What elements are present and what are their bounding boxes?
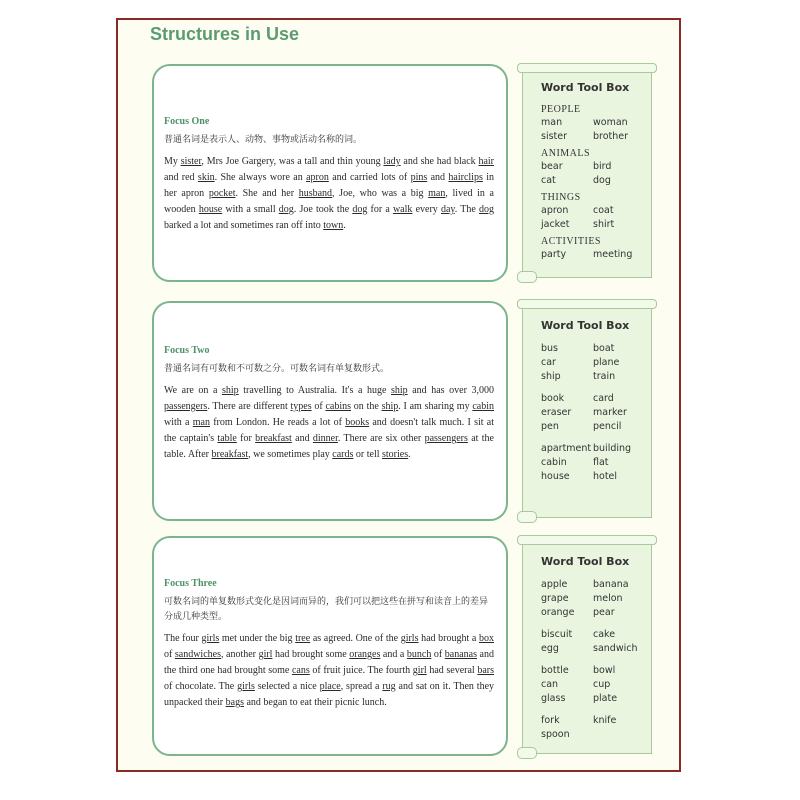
scroll-bottom-roll: [517, 747, 537, 759]
vocab-word: apple: [541, 579, 568, 590]
text-segment: of chocolate. The: [164, 681, 238, 692]
focus-paragraph: [164, 383, 494, 463]
vocab-word: pen: [541, 421, 559, 432]
tool-box-words: [541, 342, 651, 484]
vocab-word: fork: [541, 715, 560, 726]
word-group: [541, 442, 651, 484]
tool-box-title: Word Tool Box: [541, 555, 630, 568]
vocab-word: dog: [593, 175, 611, 186]
text-segment: , spread a: [340, 681, 383, 692]
underlined-noun: girls: [237, 681, 255, 692]
focus-title: Focus Three: [164, 578, 217, 589]
word-tool-box-three: [522, 540, 652, 754]
text-segment: of: [311, 401, 326, 412]
text-segment: from London. He reads a lot of: [209, 417, 346, 428]
vocab-word: plane: [593, 357, 620, 368]
text-segment: and a: [380, 649, 407, 660]
underlined-noun: oranges: [349, 649, 381, 660]
word-row: [541, 642, 651, 656]
text-segment: , Mrs Joe Gargery, was a tall and thin young: [201, 156, 384, 167]
word-row: [541, 728, 651, 742]
text-segment: We are on a: [164, 385, 222, 396]
vocab-word: apartment: [541, 443, 592, 454]
underlined-noun: walk: [392, 204, 413, 215]
focus-two-box: [152, 301, 508, 521]
scroll-top-roll: [517, 535, 657, 545]
text-segment: .: [408, 449, 411, 460]
text-segment: and sat on it. Then they unpacked their: [164, 681, 495, 708]
vocab-word: eraser: [541, 407, 572, 418]
focus-paragraph: [164, 631, 494, 711]
text-segment: and she had black: [400, 156, 479, 167]
text-segment: and began to eat their picnic lunch.: [243, 697, 387, 708]
vocab-word: car: [541, 357, 556, 368]
vocab-word: glass: [541, 693, 566, 704]
word-row: [541, 714, 651, 728]
vocab-word: cup: [593, 679, 611, 690]
word-row: [541, 420, 651, 434]
text-segment: or tell: [353, 449, 383, 460]
underlined-noun: cabins: [325, 401, 352, 412]
word-group: [541, 664, 651, 706]
text-segment: . There are six other: [337, 433, 425, 444]
text-segment: and has over 3,000: [407, 385, 494, 396]
underlined-noun: skin: [197, 172, 215, 183]
vocab-word: orange: [541, 607, 575, 618]
underlined-noun: place: [319, 681, 341, 692]
underlined-noun: table: [217, 433, 237, 444]
vocab-word: biscuit: [541, 629, 573, 640]
text-segment: every: [412, 204, 441, 215]
underlined-noun: rug: [382, 681, 396, 692]
underlined-noun: breakfast: [211, 449, 249, 460]
word-row: [541, 218, 651, 232]
word-group: [541, 192, 651, 232]
text-segment: met under the big: [219, 633, 296, 644]
vocab-word: jacket: [541, 219, 570, 230]
word-row: [541, 204, 651, 218]
text-segment: of fruit juice. The fourth: [309, 665, 413, 676]
vocab-word: ship: [541, 371, 561, 382]
vocab-word: cake: [593, 629, 616, 640]
word-row: [541, 470, 651, 484]
text-segment: . Joe took the: [293, 204, 353, 215]
text-segment: , lived in a wooden: [164, 188, 494, 215]
text-segment: . The: [454, 204, 479, 215]
underlined-noun: house: [198, 204, 223, 215]
vocab-word: marker: [593, 407, 627, 418]
word-group: [541, 628, 651, 656]
underlined-noun: girl: [258, 649, 273, 660]
text-segment: .: [343, 220, 346, 231]
underlined-noun: man: [428, 188, 446, 199]
text-segment: in her apron: [164, 172, 494, 199]
underlined-noun: cards: [332, 449, 354, 460]
text-segment: of: [431, 649, 445, 660]
word-row: [541, 130, 651, 144]
text-segment: , Joe, who was a big: [332, 188, 429, 199]
vocab-word: hotel: [593, 471, 618, 482]
vocab-word: can: [541, 679, 559, 690]
tool-box-words: [541, 578, 651, 742]
text-segment: barked a lot and sometimes ran off into: [164, 220, 324, 231]
vocab-word: flat: [593, 457, 609, 468]
word-row: [541, 392, 651, 406]
underlined-noun: apron: [306, 172, 329, 183]
vocab-word: cabin: [541, 457, 567, 468]
text-segment: , we sometimes play: [248, 449, 333, 460]
underlined-noun: sister: [180, 156, 202, 167]
vocab-word: boat: [593, 343, 615, 354]
text-segment: My: [164, 156, 181, 167]
vocab-word: woman: [593, 117, 628, 128]
vocab-word: plate: [593, 693, 618, 704]
underlined-noun: stories: [382, 449, 409, 460]
vocab-word: apron: [541, 205, 569, 216]
text-segment: had several: [426, 665, 478, 676]
underlined-noun: cans: [291, 665, 310, 676]
book-page: [116, 18, 681, 772]
scroll-top-roll: [517, 299, 657, 309]
vocab-word: card: [593, 393, 614, 404]
text-segment: and doesn't talk much. I sit at the captain's: [164, 417, 494, 444]
underlined-noun: dog: [478, 204, 494, 215]
underlined-noun: bananas: [444, 649, 477, 660]
vocab-word: meeting: [593, 249, 633, 260]
underlined-noun: pocket: [208, 188, 236, 199]
underlined-noun: bunch: [406, 649, 432, 660]
word-row: [541, 606, 651, 620]
vocab-word: pear: [593, 607, 615, 618]
text-segment: and: [427, 172, 449, 183]
text-segment: . I am sharing my: [398, 401, 473, 412]
scroll-bottom-roll: [517, 511, 537, 523]
vocab-word: bowl: [593, 665, 616, 676]
underlined-noun: hairclips: [448, 172, 483, 183]
underlined-noun: dog: [278, 204, 294, 215]
text-segment: selected a nice: [254, 681, 320, 692]
vocab-word: bottle: [541, 665, 569, 676]
word-row: [541, 692, 651, 706]
focus-title: Focus One: [164, 116, 210, 127]
focus-title: Focus Two: [164, 345, 210, 356]
word-row: [541, 592, 651, 606]
focus-chinese-note: 普通名词是表示人、动物、事物或活动名称的词。: [164, 135, 363, 145]
underlined-noun: cabin: [472, 401, 494, 412]
vocab-word: grape: [541, 593, 569, 604]
word-group: [541, 714, 651, 742]
word-group: [541, 236, 651, 262]
vocab-word: egg: [541, 643, 559, 654]
text-segment: . She and her: [235, 188, 299, 199]
word-group: [541, 392, 651, 434]
vocab-word: melon: [593, 593, 623, 604]
word-category: THINGS: [541, 192, 581, 203]
word-row: [541, 116, 651, 130]
word-row: [541, 406, 651, 420]
vocab-word: pencil: [593, 421, 622, 432]
underlined-noun: types: [290, 401, 312, 412]
underlined-noun: hair: [478, 156, 494, 167]
focus-one-box: [152, 64, 508, 282]
word-row: [541, 174, 651, 188]
word-row: [541, 456, 651, 470]
vocab-word: party: [541, 249, 567, 260]
underlined-noun: ship: [381, 401, 399, 412]
text-segment: . There are different: [207, 401, 291, 412]
vocab-word: bear: [541, 161, 563, 172]
word-row: [541, 664, 651, 678]
underlined-noun: girl: [412, 665, 427, 676]
underlined-noun: dog: [352, 204, 368, 215]
vocab-word: brother: [593, 131, 629, 142]
page-title: Structures in Use: [150, 24, 300, 44]
text-segment: at the table. After: [164, 433, 494, 460]
word-group: [541, 578, 651, 620]
word-group: [541, 104, 651, 144]
underlined-noun: dinner: [312, 433, 338, 444]
text-segment: for a: [367, 204, 393, 215]
word-row: [541, 442, 651, 456]
underlined-noun: bars: [477, 665, 494, 676]
vocab-word: bus: [541, 343, 559, 354]
word-group: [541, 342, 651, 384]
focus-chinese-note: 普通名词有可数和不可数之分。可数名词有单复数形式。: [164, 364, 390, 374]
underlined-noun: passengers: [164, 401, 208, 412]
underlined-noun: bags: [225, 697, 244, 708]
word-category: PEOPLE: [541, 104, 581, 115]
focus-chinese-note: 可数名词的单复数形式变化是因词而异的，我们可以把这些在拼写和读音上的差异分成几种类型。: [164, 597, 489, 622]
text-segment: with a: [164, 417, 193, 428]
vocab-word: spoon: [541, 729, 570, 740]
underlined-noun: town: [323, 220, 344, 231]
tool-box-title: Word Tool Box: [541, 81, 630, 94]
vocab-word: building: [593, 443, 632, 454]
tool-box-words: [541, 104, 651, 262]
tool-box-title: Word Tool Box: [541, 319, 630, 332]
word-row: [541, 160, 651, 174]
underlined-noun: sandwiches: [174, 649, 221, 660]
text-segment: had brought a: [418, 633, 479, 644]
underlined-noun: husband: [298, 188, 333, 199]
text-segment: and: [291, 433, 313, 444]
vocab-word: train: [593, 371, 616, 382]
word-tool-box-one: [522, 68, 652, 278]
text-segment: and the third one had brought some: [164, 649, 494, 676]
underlined-noun: pins: [410, 172, 428, 183]
vocab-word: sandwich: [593, 643, 638, 654]
focus-paragraph: [164, 154, 494, 234]
scroll-bottom-roll: [517, 271, 537, 283]
text-segment: of: [164, 649, 175, 660]
vocab-word: bird: [593, 161, 612, 172]
underlined-noun: girls: [201, 633, 220, 644]
text-segment: and red: [164, 172, 198, 183]
word-category: ACTIVITIES: [541, 236, 601, 247]
word-tool-box-two: [522, 304, 652, 518]
word-row: [541, 370, 651, 384]
word-row: [541, 248, 651, 262]
underlined-noun: ship: [391, 385, 408, 396]
text-segment: and carried lots of: [328, 172, 411, 183]
vocab-word: cat: [541, 175, 556, 186]
vocab-word: coat: [593, 205, 614, 216]
text-segment: The four: [164, 633, 202, 644]
vocab-word: banana: [593, 579, 629, 590]
vocab-word: knife: [593, 715, 617, 726]
word-row: [541, 342, 651, 356]
vocab-word: shirt: [593, 219, 615, 230]
text-segment: with a small: [222, 204, 279, 215]
word-row: [541, 356, 651, 370]
underlined-noun: breakfast: [255, 433, 292, 444]
vocab-word: house: [541, 471, 570, 482]
text-segment: on the: [351, 401, 382, 412]
underlined-noun: girls: [400, 633, 419, 644]
vocab-word: book: [541, 393, 565, 404]
underlined-noun: books: [345, 417, 370, 428]
word-group: [541, 148, 651, 188]
vocab-word: man: [541, 117, 563, 128]
text-segment: . She always wore an: [214, 172, 307, 183]
word-row: [541, 678, 651, 692]
text-segment: travelling to Australia. It's a huge: [238, 385, 391, 396]
word-row: [541, 628, 651, 642]
underlined-noun: box: [479, 633, 494, 644]
text-segment: , another: [220, 649, 259, 660]
underlined-noun: man: [192, 417, 210, 428]
scroll-top-roll: [517, 63, 657, 73]
underlined-noun: ship: [221, 385, 239, 396]
underlined-noun: passengers: [424, 433, 468, 444]
word-row: [541, 578, 651, 592]
underlined-noun: lady: [383, 156, 401, 167]
text-segment: for: [236, 433, 256, 444]
underlined-noun: day: [440, 204, 455, 215]
focus-three-box: [152, 536, 508, 756]
vocab-word: sister: [541, 131, 568, 142]
text-segment: as agreed. One of the: [310, 633, 401, 644]
word-category: ANIMALS: [541, 148, 591, 159]
underlined-noun: tree: [295, 633, 311, 644]
text-segment: had brought some: [272, 649, 350, 660]
